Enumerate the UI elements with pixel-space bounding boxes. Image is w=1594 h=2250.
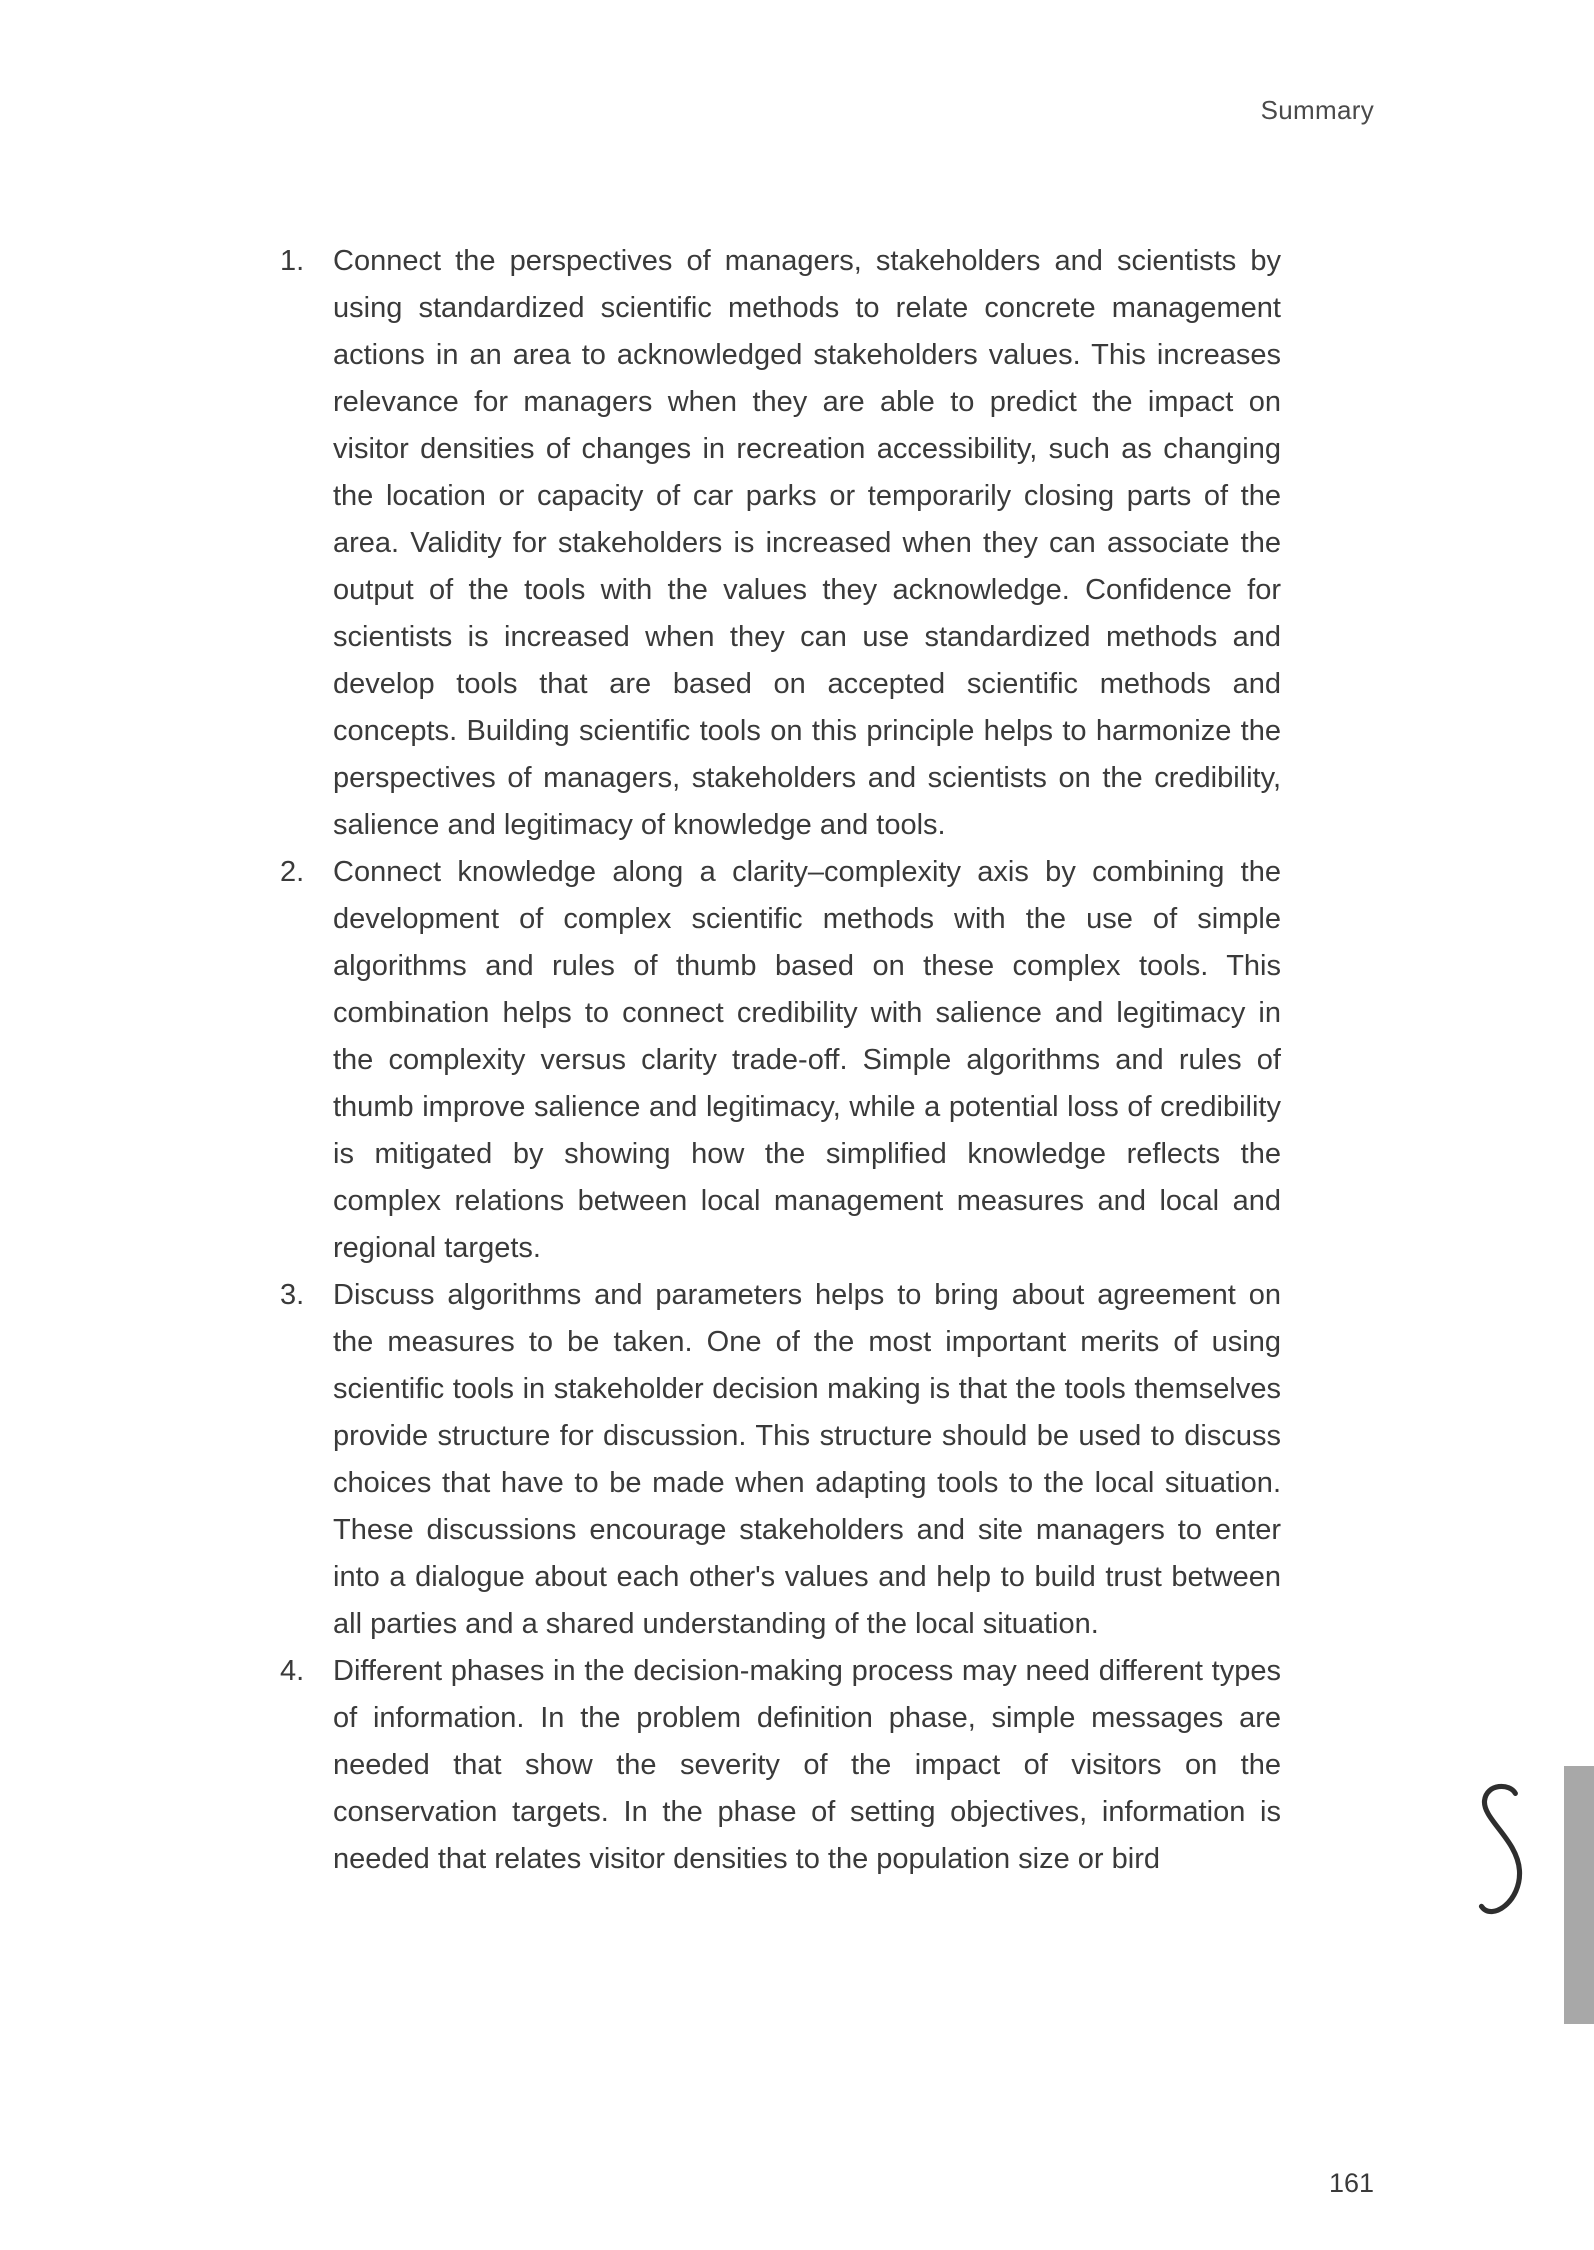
item-text: Discuss algorithms and parameters helps to bring about agreement on the measures to be taken. One of the most important merits of using scientific tools in stakeholder decision making is that the tools themselves provide structure for discussion. This structure should be used to discuss choices that have to be made when adapting tools to the local situation. These discussions encourage stakeholders and site managers to enter into a dialogue about each other's values and help to build trust between all parties and a shared understanding of the local situation.: [333, 1279, 1281, 1640]
item-text: Connect knowledge along a clarity–complexity axis by combining the development of complex scientific methods with the use of simple algorithms and rules of thumb based on these complex tools. This combination helps to connect credibility with salience and legitimacy in the complexity versus clarity trade-off. Simple algorithms and rules of thumb improve salience and legitimacy, while a potential loss of credibility is mitigated by showing how the simplified knowledge reflects the complex relations between local management measures and local and regional targets.: [333, 856, 1281, 1264]
item-number: 1.: [280, 245, 305, 277]
summary-list: [280, 238, 1281, 1883]
list-item: [280, 849, 1281, 1272]
item-number: 3.: [280, 1279, 305, 1311]
list-item: [280, 1648, 1281, 1883]
page-number: 161: [1328, 2168, 1374, 2198]
chapter-letter-s-icon: [1470, 1778, 1534, 1932]
item-text: Different phases in the decision-making process may need different types of information. In the problem definition phase, simple messages are needed that show the severity of the impact of visitors on the conservation targets. In the phase of setting objectives, information is needed that relates visitor densities to the population size or bird: [333, 1655, 1281, 1875]
list-item: [280, 1272, 1281, 1648]
running-header: Summary: [1260, 95, 1374, 125]
chapter-edge-tab: [1564, 1766, 1594, 2024]
item-text: Connect the perspectives of managers, stakeholders and scientists by using standardized scientific methods to relate concrete management actions in an area to acknowledged stakeholders values. This increases relevance for managers when they are able to predict the impact on visitor densities of changes in recreation accessibility, such as changing the location or capacity of car parks or temporarily closing parts of the area. Validity for stakeholders is increased when they can associate the output of the tools with the values they acknowledge. Confidence for scientists is increased when they can use standardized methods and develop tools that are based on accepted scientific methods and concepts. Building scientific tools on this principle helps to harmonize the perspectives of managers, stakeholders and scientists on the credibility, salience and legitimacy of knowledge and tools.: [333, 245, 1281, 841]
list-item: [280, 238, 1281, 849]
item-number: 4.: [280, 1655, 305, 1687]
item-number: 2.: [280, 856, 305, 888]
